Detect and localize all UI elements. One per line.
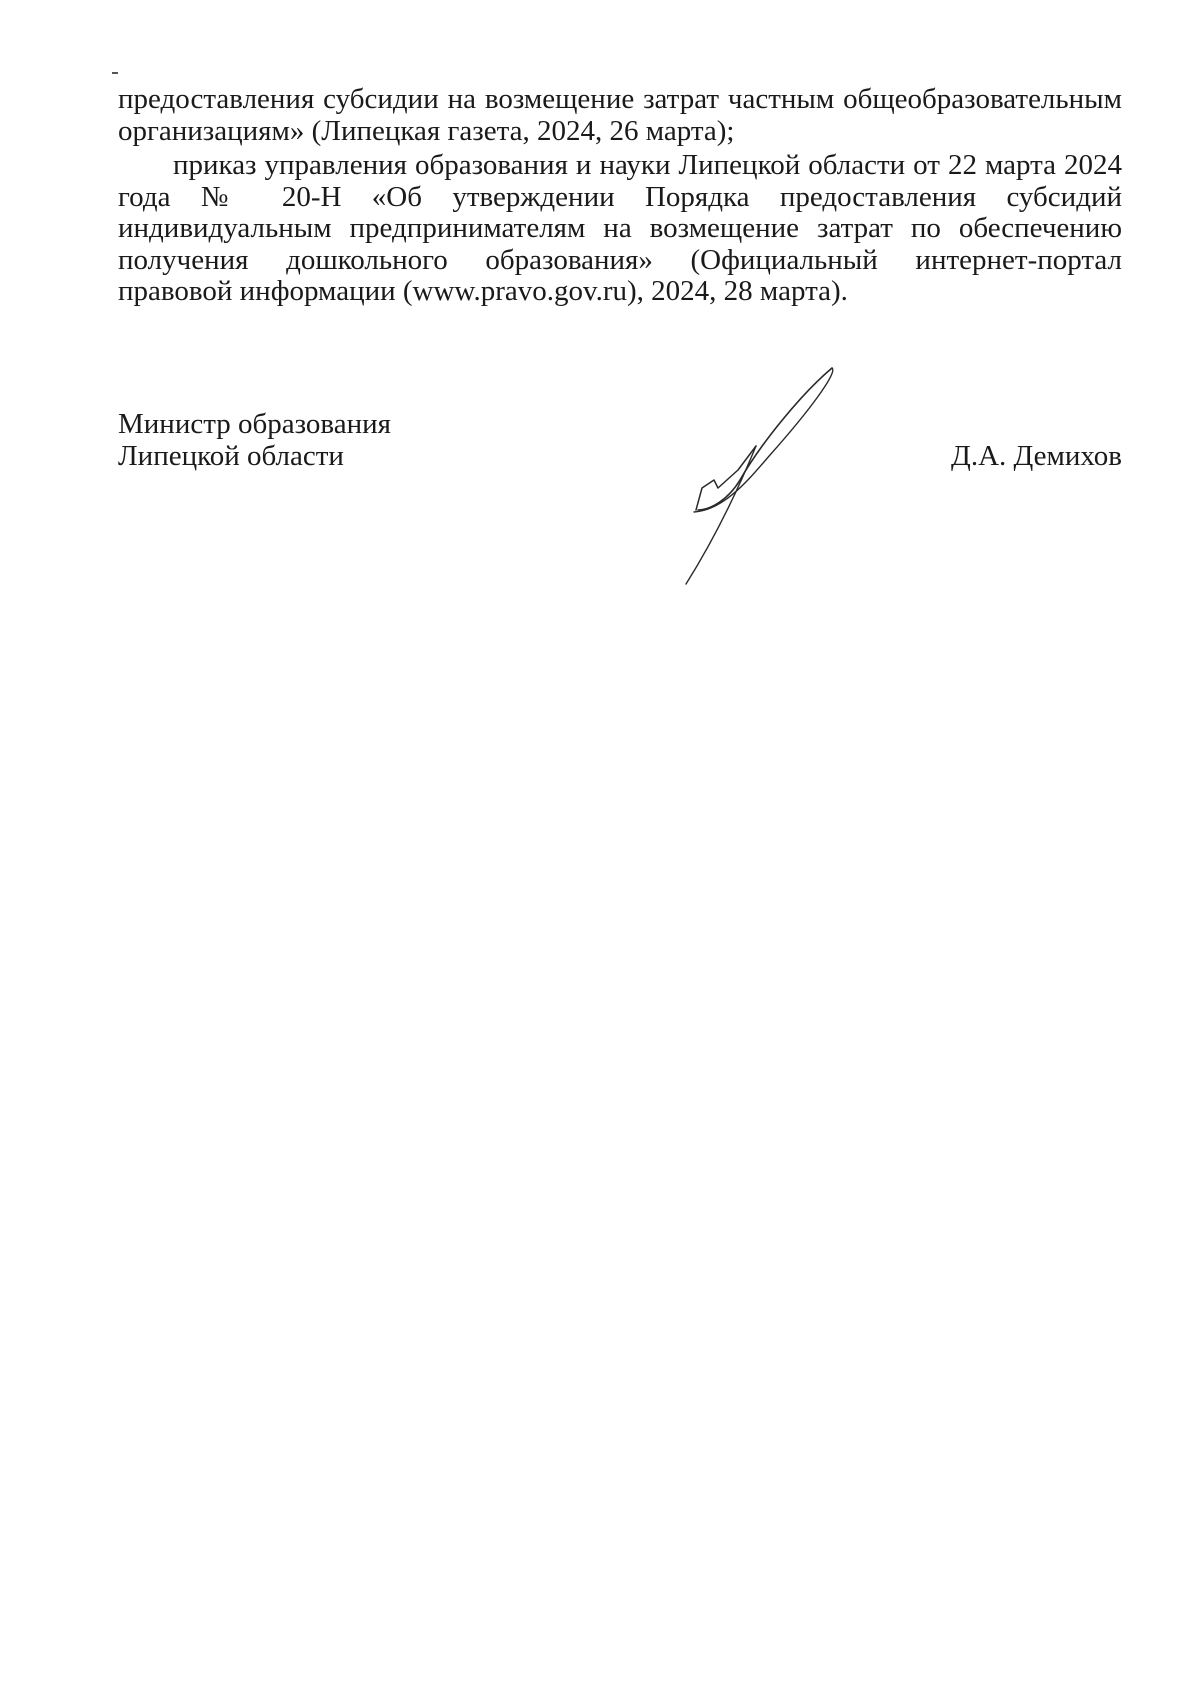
signer-position-line-1: Министр образования — [118, 408, 391, 440]
scan-mark — [112, 72, 118, 74]
signer-position-line-2: Липецкой области — [118, 440, 344, 472]
signature-block — [118, 408, 1122, 608]
paragraph-order-reference: приказ управления образования и науки Липецкой области от 22 марта 2024 года № 20-Н «Об утверждении Порядка предоставления субсидий индивидуальным предпринимателям на возмещение затрат по обеспечению получения дошкольного образования» (Официальный интернет-портал правовой информации (www.pravo.gov.ru), 2024, 28 марта). — [118, 149, 1122, 307]
document-body — [118, 84, 1122, 308]
signer-position — [118, 408, 618, 472]
signer-name: Д.А. Демихов — [951, 440, 1122, 472]
paragraph-continuation: предоставления субсидии на возмещение затрат частным общеобразовательным организациям» (Липецкая газета, 2024, 26 марта); — [118, 83, 1122, 147]
